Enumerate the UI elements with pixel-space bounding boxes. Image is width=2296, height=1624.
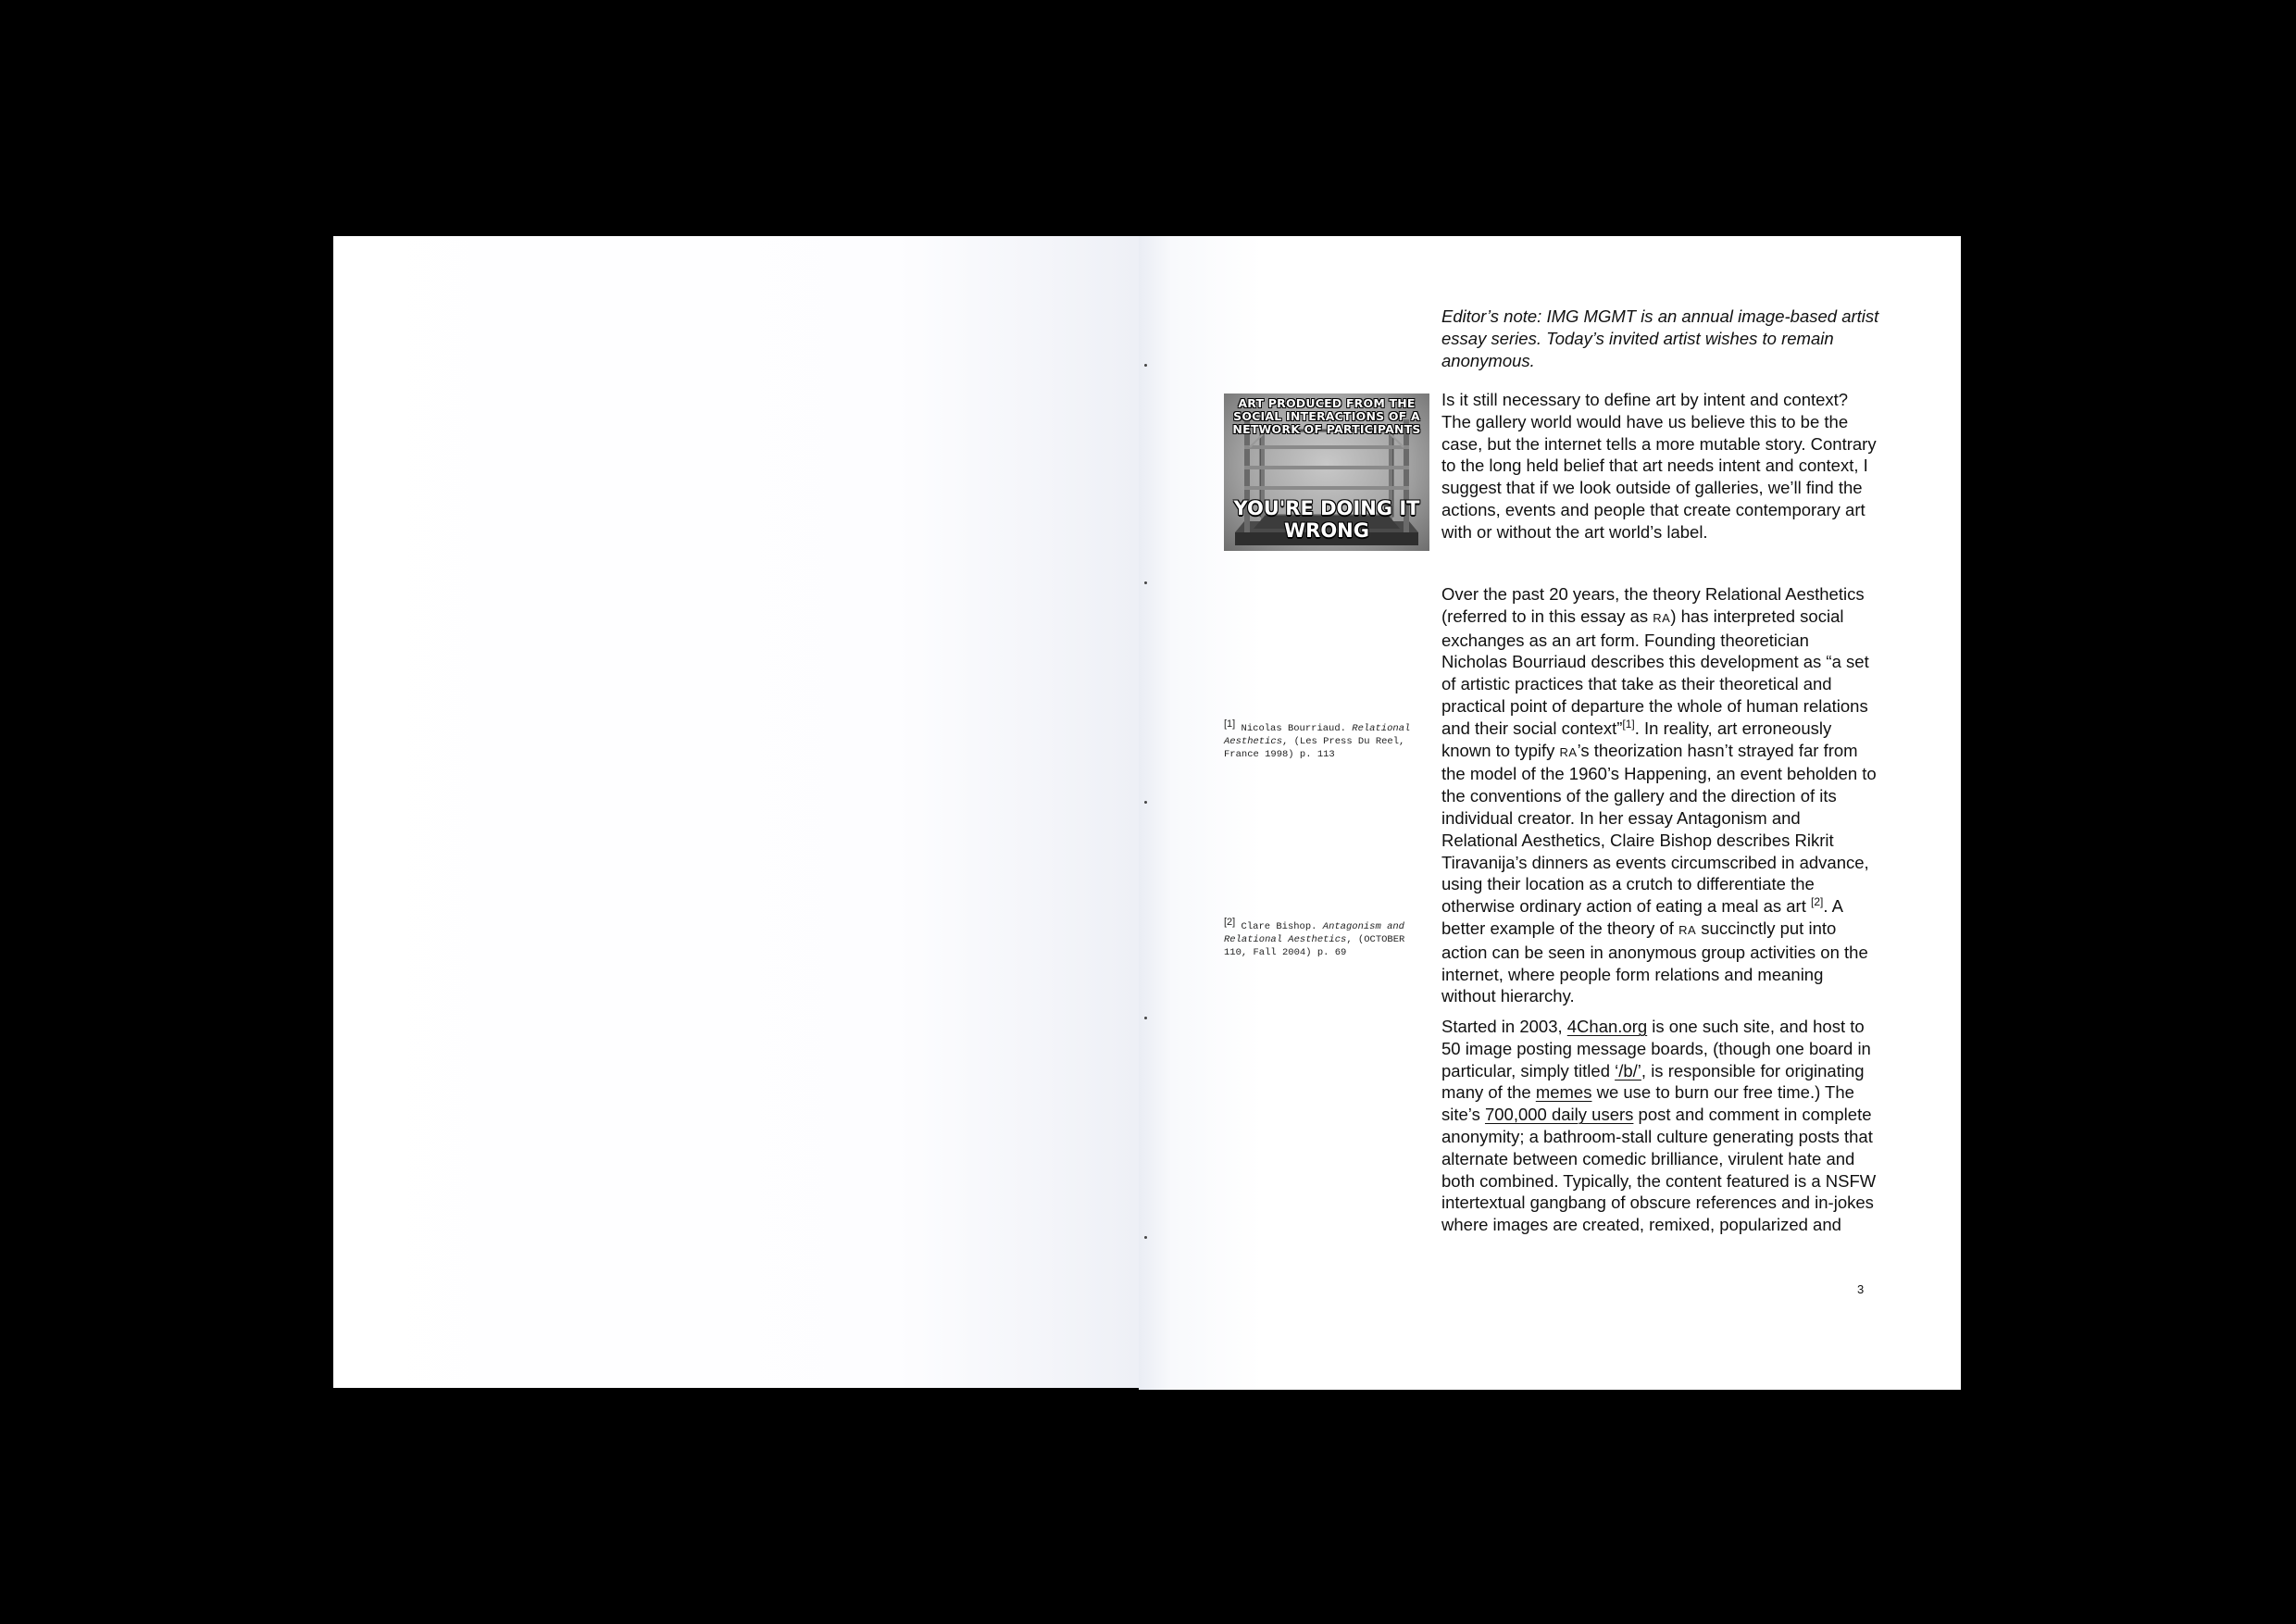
text-run: ’s theorization hasn’t strayed far from the model of the 1960’s Happening, an event beholden to the conventions of the gallery and the direction of its individual creator. In her essay Antagonism and Relational Aesthetics, Claire Bishop describes Rikrit Tiravanija’s dinners as events circumscribed in advance, using their location as a crutch to differentiate the otherwise ordinary action of eating a meal as art xyxy=(1441,740,1877,917)
meme-image xyxy=(1224,394,1429,551)
footnote-details: , (Les Press Du Reel, France 1998) p. 113 xyxy=(1224,736,1405,760)
text-run: . In reality, art erroneously known to typify xyxy=(1441,718,1832,760)
text-run: Started in 2003, xyxy=(1441,1017,1567,1036)
footnote-title: Relational Aesthetics xyxy=(1224,723,1411,747)
footnote-details: , (OCTOBER 110, Fall 2004) p. 69 xyxy=(1224,934,1405,958)
right-page xyxy=(1139,236,1961,1390)
margin-mark xyxy=(1144,364,1147,367)
text-run: post and comment in complete anonymity; a bathroom-stall culture generating posts that alternate between comedic brilliance, virulent hate and both combined. Typically, the content featured is a NSFW intertextual gangbang of obscure references and in-jokes where images are created, remixed, popularized and xyxy=(1441,1105,1877,1235)
left-page xyxy=(333,236,1139,1388)
text-run: ) has interpreted social exchanges as an art form. Founding theoretician Nicholas Bourriaud describes this development as “a set of artistic practices that take as their theoretical and practical point of departure the whole of human relations and their social context” xyxy=(1441,606,1869,738)
meme-bottom-caption: YOU'RE DOING IT WRONG xyxy=(1233,497,1420,542)
footnote-number: [1] xyxy=(1224,718,1236,730)
ra-abbreviation: RA xyxy=(1653,610,1671,625)
paragraph-intro: Is it still necessary to define art by intent and context? The gallery world would have us believe this to be the case, but the internet tells a more mutable story. Contrary to the long held belief that art needs intent and context, I suggest that if we look outside of galleries, we’ll find the actions, events and people that create contemporary art with or without the art world’s label. xyxy=(1441,390,1877,542)
text-run: , is responsible for originating many of the xyxy=(1441,1060,1865,1103)
meme-top-caption: ART PRODUCED FROM THE SOCIAL INTERACTIONS OF A NETWORK OF PARTICIPANTS xyxy=(1232,396,1421,436)
footnote-author: Clare Bishop. xyxy=(1241,921,1323,932)
footnote-2 xyxy=(1224,916,1432,959)
link-4chan[interactable]: 4Chan.org xyxy=(1566,1017,1648,1036)
margin-mark xyxy=(1144,1017,1147,1019)
footnote-author: Nicolas Bourriaud. xyxy=(1241,723,1353,734)
ra-abbreviation: RA xyxy=(1678,922,1697,937)
margin-mark xyxy=(1144,1236,1147,1239)
margin-mark xyxy=(1144,801,1147,804)
link-memes[interactable]: memes xyxy=(1535,1082,1592,1103)
text-run: is one such site, and host to 50 image posting message boards, (though one board in particular, simply titled xyxy=(1441,1017,1871,1081)
text-run: succinctly put into action can be seen in anonymous group activities on the internet, where people form relations and meaning without hierarchy. xyxy=(1441,918,1868,1006)
paragraph-4chan xyxy=(1441,1016,1877,1236)
link-daily-users[interactable]: 700,000 daily users xyxy=(1484,1105,1634,1125)
text-run: Over the past 20 years, the theory Relational Aesthetics (referred to in this essay as xyxy=(1441,584,1865,626)
text-run: . A better example of the theory of xyxy=(1441,896,1842,938)
footnote-ref-1: [1] xyxy=(1622,717,1635,731)
editor-note: Editor’s note: IMG MGMT is an annual image-based artist essay series. Today’s invited artist wishes to remain anonymous. xyxy=(1441,306,1879,370)
footnote-ref-2: [2] xyxy=(1811,895,1824,908)
link-b-board[interactable]: ‘/b/’ xyxy=(1615,1060,1641,1081)
paragraph-relational-aesthetics xyxy=(1441,583,1877,1007)
page-number: 3 xyxy=(1857,1282,1865,1296)
footnote-title: Antagonism and Relational Aesthetics xyxy=(1224,921,1404,945)
footnote-number: [2] xyxy=(1224,917,1236,928)
margin-mark xyxy=(1144,581,1147,584)
text-run: we use to burn our free time.) The site’s xyxy=(1441,1082,1854,1125)
ra-abbreviation: RA xyxy=(1559,744,1578,759)
footnote-1 xyxy=(1224,718,1432,761)
